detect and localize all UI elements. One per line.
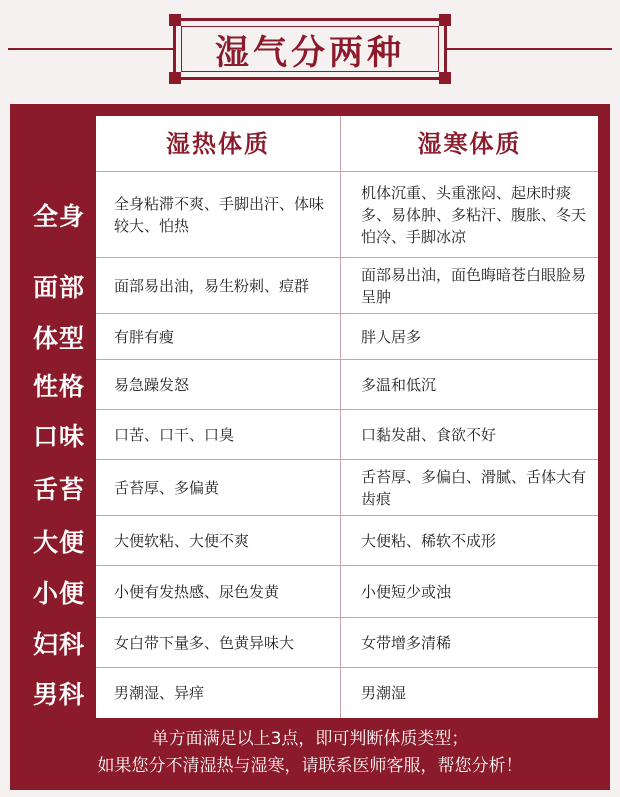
comparison-table <box>22 116 598 718</box>
table-row <box>22 668 598 718</box>
damp-heat-cell: 有胖有瘦 <box>96 314 341 360</box>
row-label: 口味 <box>22 410 96 460</box>
damp-heat-cell: 舌苔厚、多偏黄 <box>96 460 341 516</box>
header-damp-heat: 湿热体质 <box>96 116 341 172</box>
damp-heat-cell: 全身粘滞不爽、手脚出汗、体味较大、怕热 <box>96 172 341 258</box>
row-label: 舌苔 <box>22 460 96 516</box>
table-row <box>22 410 598 460</box>
title-banner <box>0 0 620 96</box>
table-row <box>22 360 598 410</box>
damp-heat-cell: 面部易出油，易生粉刺、痘群 <box>96 258 341 314</box>
damp-heat-cell: 女白带下量多、色黄异味大 <box>96 618 341 668</box>
table-row <box>22 314 598 360</box>
page-title: 湿气分两种 <box>215 32 405 73</box>
damp-heat-cell: 小便有发热感、尿色发黄 <box>96 566 341 618</box>
title-line-left <box>8 48 173 50</box>
title-frame <box>173 18 447 80</box>
damp-cold-cell: 胖人居多 <box>341 314 598 360</box>
row-label: 妇科 <box>22 618 96 668</box>
footer-line-2: 如果您分不清湿热与湿寒，请联系医师客服，帮您分析！ <box>97 756 523 776</box>
table-row <box>22 460 598 516</box>
row-label: 小便 <box>22 566 96 618</box>
damp-cold-cell: 小便短少或浊 <box>341 566 598 618</box>
table-row <box>22 618 598 668</box>
damp-cold-cell: 口黏发甜、食欲不好 <box>341 410 598 460</box>
title-line-right <box>447 48 612 50</box>
row-label: 体型 <box>22 314 96 360</box>
table-row <box>22 566 598 618</box>
damp-heat-cell: 大便软粘、大便不爽 <box>96 516 341 566</box>
row-label: 全身 <box>22 172 96 258</box>
row-label: 性格 <box>22 360 96 410</box>
table-row <box>22 516 598 566</box>
table-header-row <box>22 116 598 172</box>
row-label: 大便 <box>22 516 96 566</box>
damp-cold-cell: 大便粘、稀软不成形 <box>341 516 598 566</box>
table-row <box>22 172 598 258</box>
damp-heat-cell: 易急躁发怒 <box>96 360 341 410</box>
damp-cold-cell: 面部易出油，面色晦暗苍白眼脸易呈肿 <box>341 258 598 314</box>
damp-cold-cell: 机体沉重、头重涨闷、起床时痰多、易体肿、多粘汗、腹胀、冬天怕冷、手脚冰凉 <box>341 172 598 258</box>
damp-cold-cell: 舌苔厚、多偏白、滑腻、舌体大有齿痕 <box>341 460 598 516</box>
damp-heat-cell: 男潮湿、异痒 <box>96 668 341 718</box>
damp-heat-cell: 口苦、口干、口臭 <box>96 410 341 460</box>
damp-cold-cell: 男潮湿 <box>361 684 407 702</box>
header-damp-cold: 湿寒体质 <box>341 116 598 172</box>
footer-line-1: 单方面满足以上3点，即可判断体质类型； <box>151 729 469 749</box>
header-corner-cell <box>22 116 96 172</box>
footer-note <box>22 720 598 784</box>
row-label: 男科 <box>22 668 96 718</box>
damp-cold-cell: 多温和低沉 <box>341 360 598 410</box>
row-label: 面部 <box>22 258 96 314</box>
table-row <box>22 258 598 314</box>
damp-cold-cell: 女带增多清稀 <box>341 618 598 668</box>
comparison-panel <box>10 104 610 790</box>
